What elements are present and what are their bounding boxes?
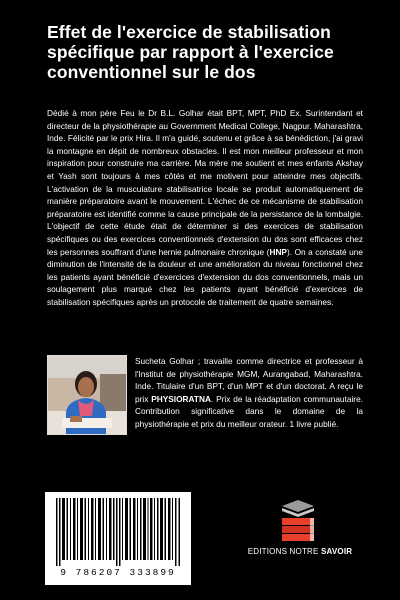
stacked-books-icon	[248, 500, 348, 545]
author-bio	[135, 355, 363, 431]
bio-award: PHYSIORATNA	[151, 393, 211, 404]
publisher-name	[230, 547, 370, 556]
summary-abbreviation: HNP	[269, 246, 287, 257]
book-title: Effet de l'exercice de stabilisation spécifique par rapport à l'exercice conventionnel sur le dos	[47, 22, 334, 82]
back-cover-summary	[47, 107, 363, 309]
publisher-prefix: EDITIONS NOTRE	[247, 547, 321, 556]
bio-text-2: . Prix de la réadaptation communautaire. Contribution significative dans le domaine de la physiothérapie et prix du meilleur orateur. 1 livre publié.	[135, 393, 363, 429]
summary-text-2: ). On a constaté une diminution de l'intensité de la douleur et une amélioration du niveau fonctionnel chez les patients ayant bénéficié d'exercices d'extension du dos conventionnels, mais un soulagement plus marqué chez les patients ayant bénéficié d'exercices de stabilisation spécifiques après un protocole de traitement de quatre semaines.	[47, 246, 363, 307]
author-photo	[47, 355, 127, 435]
bio-text-1: Sucheta Golhar ; travaille comme directrice et professeur à l'Institut de physiothérapie MGM, Aurangabad, Maharashtra. Inde. Titulaire d'un BPT, d'un MPT et d'un doctorat. A reçu le prix	[135, 356, 363, 404]
isbn-digits: 9 786207 333899	[60, 567, 176, 578]
author-portrait-icon	[48, 356, 126, 434]
barcode-bars	[56, 498, 180, 566]
summary-text-1: Dédié à mon père Feu le Dr B.L. Golhar était BPT, MPT, PhD Ex. Surintendant et directeur de la physiothérapie au Government Medical College, Nagpur. Maharashtra, Inde. Félicité par le prix Hira. Il m'a guidé, soutenu et grâce à sa bénédiction, j'ai gravi la montagne en dépit de nombreux obstacles. Il est mon meilleur professeur et mon inspiration pour construire ma carrière. Ma mère me soutient et mes enfants Akshay et Yash sont toujours à mes côtés et me motivent pour atteindre mes objectifs. L'activation de la musculature stabilisatrice locale se produit automatiquement de manière préparatoire avant le mouvement. L'échec de ce mécanisme de stabilisation préparatoire est identifié comme la cause principale de la persistance de la lombalgie. L'objectif de cette étude était de déterminer si des exercices de stabilisation spécifiques ou des exercices conventionnels d'extension du dos sont efficaces chez les personnes souffrant d'une hernie pulmonaire chronique (	[47, 108, 363, 257]
publisher-logo	[248, 500, 348, 570]
isbn-barcode	[45, 492, 191, 585]
publisher-name-bold: SAVOIR	[320, 547, 353, 556]
